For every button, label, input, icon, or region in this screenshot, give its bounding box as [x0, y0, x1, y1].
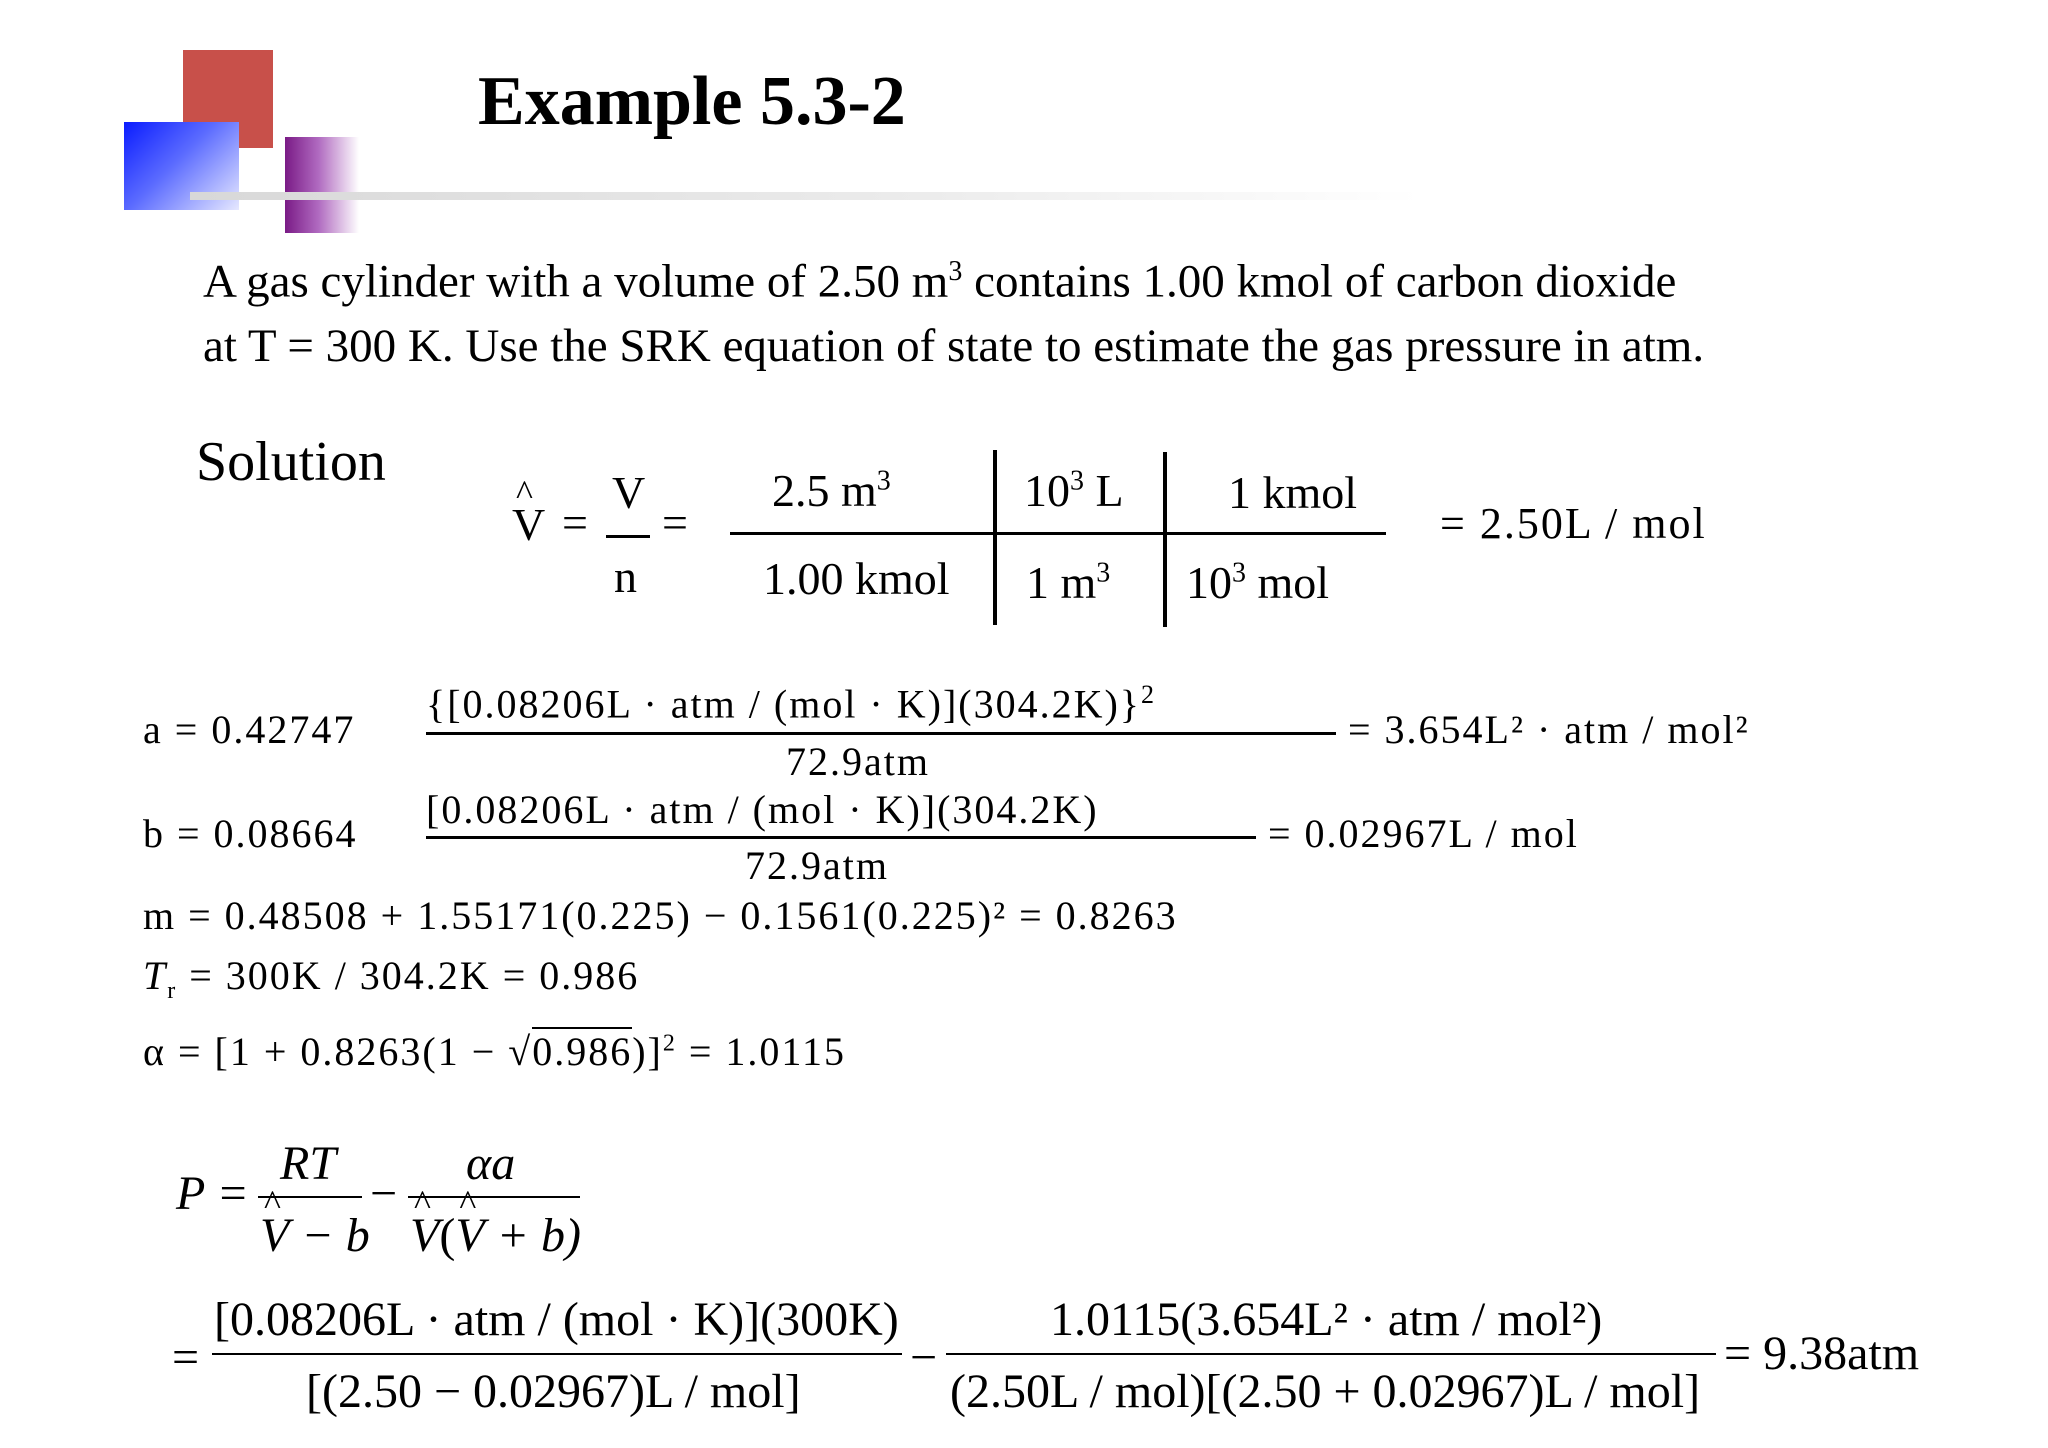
alpha-equation: $\alpha = [1 + 0.8263(1 - √0.986)]^2 = 1.0115$ [143, 1029, 846, 1074]
slide-title: Example 5.3-2 [478, 63, 906, 140]
b-fraction-bar [426, 836, 1256, 839]
vhat-frac-bar [606, 535, 650, 538]
b-denominator: 72.9atm [745, 843, 889, 888]
vhat-eq1: = [562, 497, 588, 548]
line2-minus: − [910, 1331, 938, 1384]
vhat-frac-den: n [614, 551, 637, 602]
sqrt-icon: √ [508, 1029, 533, 1074]
line2-numerator-1: [0.08206L · atm / (mol · K)](300K) [214, 1293, 899, 1346]
tr-equation: $T_r = 300K / 304.2K = 0.986$ [143, 953, 640, 1004]
conversion-divider-1 [993, 450, 997, 625]
line2-fraction-bar-2 [946, 1353, 1716, 1355]
conversion-divider-2 [1163, 452, 1167, 627]
problem-line-1: A gas cylinder with a volume of 2.50 $m^3$ contains 1.00 kmol of carbon dioxide [203, 255, 1677, 308]
p-lhs: P = [176, 1167, 249, 1220]
line2-fraction-bar-1 [212, 1353, 902, 1355]
vhat-result: = 2.50L / mol [1440, 499, 1707, 548]
decorative-purple-square [285, 137, 359, 233]
vhat-symbol: ^ V [512, 498, 545, 551]
a-lhs: a = 0.42747 [143, 707, 356, 752]
cell2-numerator: $10^3$ L [1024, 465, 1124, 516]
cell3-numerator: 1 kmol [1228, 467, 1358, 518]
solution-label: Solution [196, 431, 386, 493]
a-numerator: {[0.08206L · atm / (mol · K)](304.2K)}$^2$ [426, 680, 1157, 727]
pressure-result: = 9.38atm [1724, 1327, 1920, 1380]
line2-denominator-1: [(2.50 − 0.02967)L / mol] [306, 1365, 801, 1418]
title-underline [190, 192, 1420, 200]
conversion-table-bar [730, 532, 1386, 535]
b-numerator: [0.08206L · atm / (mol · K)](304.2K) [426, 787, 1099, 832]
problem-line-2: at T = 300 K. Use the SRK equation of state to estimate the gas pressure in atm. [203, 319, 1705, 372]
term2-numerator: αa [466, 1137, 516, 1190]
vhat-eq2: = [662, 497, 688, 548]
term2-denominator: ^ V(^ V + b) [410, 1208, 581, 1263]
cell1-denominator: 1.00 kmol [763, 553, 950, 604]
term1-denominator: ^ V − b [260, 1208, 370, 1263]
cell2-denominator: 1 $m^3$ [1026, 557, 1111, 608]
a-result: = 3.654L² · atm / mol² [1348, 707, 1750, 752]
b-lhs: b = 0.08664 [143, 811, 358, 856]
line2-denominator-2: (2.50L / mol)[(2.50 + 0.02967)L / mol] [950, 1365, 1701, 1418]
line2-numerator-2: 1.0115(3.654L² · atm / mol²) [1050, 1293, 1603, 1346]
cell1-numerator: 2.5 $m^3$ [772, 465, 891, 516]
p-minus: − [370, 1167, 398, 1220]
line2-equals: = [172, 1331, 200, 1384]
b-result: = 0.02967L / mol [1268, 811, 1579, 856]
problem-statement [203, 240, 1704, 378]
term1-numerator: RT [280, 1137, 337, 1190]
a-denominator: 72.9atm [786, 739, 930, 784]
a-fraction-bar [426, 732, 1336, 735]
cell3-denominator: $10^3$ mol [1186, 557, 1330, 608]
vhat-frac-num: V [612, 467, 646, 518]
m-equation: m = 0.48508 + 1.55171(0.225) − 0.1561(0.225)² = 0.8263 [143, 893, 1178, 938]
term2-fraction-bar [408, 1196, 580, 1198]
